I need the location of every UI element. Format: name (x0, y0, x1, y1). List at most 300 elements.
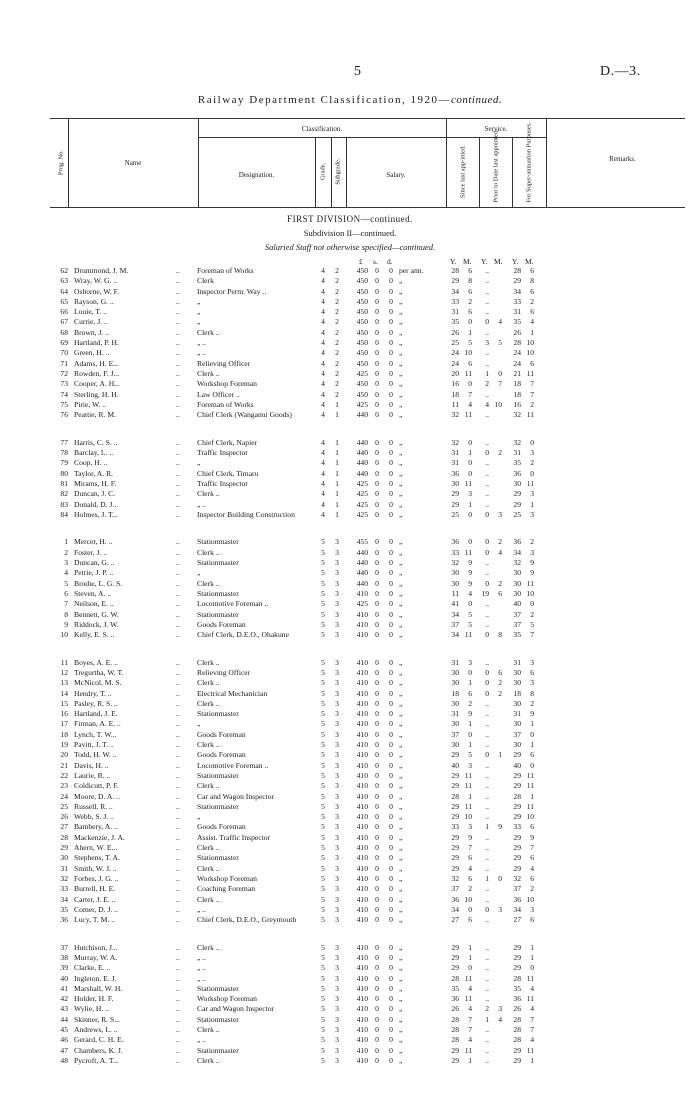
leader-dots: .. (176, 904, 180, 914)
designation-cell: Goods Foreman (197, 619, 246, 629)
grade-cell: 5 (321, 1055, 325, 1065)
table-row (0, 802, 700, 812)
prior-years-cell: .. (485, 307, 489, 317)
subgrade-cell: 3 (335, 698, 339, 708)
prior-years-cell: .. (485, 609, 489, 619)
since-last-years-cell: 29 (451, 770, 459, 780)
designation-cell: Goods Foreman (197, 729, 246, 739)
table-row (0, 1056, 700, 1066)
since-last-years-cell: 36 (451, 468, 459, 478)
grade-cell: 5 (321, 568, 325, 578)
salary-period-cell: „ (399, 983, 403, 993)
leader-dots: .. (176, 963, 180, 973)
prior-years-cell: .. (485, 458, 489, 468)
prior-years-cell: .. (485, 973, 489, 983)
superannuation-years-cell: 29 (513, 963, 521, 973)
subgrade-cell: 2 (335, 296, 339, 306)
prog-no-cell: 62 (60, 266, 68, 275)
salary-period-cell: „ (399, 307, 403, 317)
name-cell: Stephens, T. A. (74, 853, 120, 863)
superannuation-years-cell: 35 (513, 630, 521, 640)
table-row (0, 994, 700, 1004)
superannuation-months-cell: 11 (526, 994, 534, 1004)
salary-shillings-cell: 0 (375, 448, 379, 458)
prior-years-cell: .. (485, 812, 489, 822)
superannuation-months-cell: 9 (530, 558, 534, 568)
prog-no-cell: 76 (60, 410, 68, 420)
salary-pounds-cell: 410 (356, 812, 368, 822)
salary-period-cell: „ (399, 368, 403, 378)
subgrade-cell: 3 (335, 953, 339, 962)
superannuation-months-cell: 3 (530, 904, 534, 914)
prog-no-cell: 3 (64, 558, 68, 568)
subgrade-header: Subgrade. (334, 158, 342, 185)
prior-years-cell: 0 (485, 688, 489, 698)
since-last-months-cell: 0 (468, 458, 472, 468)
prog-no-cell: 40 (60, 973, 68, 983)
salary-period-cell: „ (399, 276, 403, 286)
grade-cell: 4 (321, 448, 325, 458)
since-last-years-cell: 30 (451, 719, 459, 729)
salary-pence-cell: 0 (389, 915, 393, 925)
salary-pounds-cell: 410 (356, 791, 368, 801)
since-last-months-cell: 0 (468, 537, 472, 547)
leader-dots: .. (176, 667, 180, 677)
since-last-months-cell: 3 (468, 822, 472, 832)
leader-dots: .. (176, 812, 180, 822)
name-cell: Ingleton, E. J. (74, 973, 117, 983)
prog-no-cell: 21 (60, 760, 68, 770)
leader-dots: .. (176, 688, 180, 698)
salary-period-cell: „ (399, 698, 403, 708)
superannuation-months-cell: 5 (530, 619, 534, 629)
superannuation-months-cell: 8 (530, 276, 534, 286)
prog-no-cell: 28 (60, 832, 68, 842)
table-row (0, 822, 700, 832)
grade-cell: 5 (321, 942, 325, 952)
superannuation-months-cell: 6 (530, 822, 534, 832)
subgrade-cell: 3 (335, 1045, 339, 1055)
salary-shillings-cell: 0 (375, 709, 379, 719)
division-heading: FIRST DIVISION—continued. (287, 214, 413, 224)
since-last-years-cell: 32 (451, 410, 459, 420)
prog-no-cell: 81 (60, 478, 68, 488)
table-row (0, 579, 700, 589)
leader-dots: .. (176, 1035, 180, 1045)
prog-no-cell: 74 (60, 389, 68, 399)
name-cell: Holmes, J. T... (74, 509, 118, 519)
table-row (0, 668, 700, 678)
salary-pounds-cell: 410 (356, 760, 368, 770)
salary-shillings-cell: 0 (375, 588, 379, 598)
prior-years-cell: .. (485, 489, 489, 499)
designation-cell: Locomotive Foreman .. (197, 599, 269, 609)
salary-pence-cell: 0 (389, 873, 393, 883)
name-cell: Rayson, G. .. (74, 296, 114, 306)
since-last-years-cell: 26 (451, 327, 459, 337)
since-last-months-cell: 9 (468, 709, 472, 719)
since-last-months-cell: 11 (464, 368, 472, 378)
name-cell: Riddock, J. W. (74, 619, 119, 629)
name-header: Name (124, 159, 142, 167)
superannuation-months-cell: 6 (530, 667, 534, 677)
table-row (0, 905, 700, 915)
since-last-years-cell: 29 (451, 863, 459, 873)
salary-pence-cell: 0 (389, 1045, 393, 1055)
designation-cell: Inspector Building Construction (197, 509, 295, 519)
salary-pounds-cell: 425 (356, 499, 368, 509)
since-last-years-cell: 29 (451, 942, 459, 952)
salary-pence-cell: 0 (389, 698, 393, 708)
salary-shillings-cell: 0 (375, 437, 379, 447)
designation-cell: Locomotive Foreman .. (197, 760, 269, 770)
prog-no-cell: 46 (60, 1035, 68, 1045)
salary-pence-cell: 0 (389, 338, 393, 348)
since-last-months-cell: 1 (468, 942, 472, 952)
prior-years-cell: .. (485, 599, 489, 609)
designation-cell: Clerk .. (197, 1025, 220, 1035)
leader-dots: .. (176, 832, 180, 842)
salary-pence-cell: 0 (389, 588, 393, 598)
since-last-months-cell: 8 (468, 276, 472, 286)
salary-pounds-cell: 410 (356, 915, 368, 925)
superannuation-years-cell: 25 (513, 509, 521, 519)
leader-dots: .. (176, 568, 180, 578)
table-row (0, 1015, 700, 1025)
leader-dots: .. (176, 266, 180, 275)
salary-pounds-cell: 440 (356, 558, 368, 568)
prior-months-cell: 0 (498, 368, 502, 378)
designation-cell: Workshop Foreman (197, 873, 257, 883)
salary-pence-cell: 0 (389, 537, 393, 547)
prog-no-cell: 37 (60, 942, 68, 952)
salary-period-cell: „ (399, 568, 403, 578)
remarks-header: Remarks. (609, 155, 636, 163)
prog-no-cell: 8 (64, 609, 68, 619)
salary-period-cell: „ (399, 915, 403, 925)
prog-no-cell: 80 (60, 468, 68, 478)
designation-cell: Car and Wagon Inspector (197, 1004, 275, 1014)
since-last-years-cell: 28 (451, 1025, 459, 1035)
salary-period-cell: „ (399, 410, 403, 420)
superannuation-months-cell: 7 (530, 630, 534, 640)
salary-shillings-cell: 0 (375, 963, 379, 973)
superannuation-years-cell: 27 (513, 915, 521, 925)
salary-shillings-cell: 0 (375, 410, 379, 420)
subgrade-cell: 3 (335, 588, 339, 598)
leader-dots: .. (176, 379, 180, 389)
prog-no-cell: 29 (60, 843, 68, 853)
salary-pounds-cell: 410 (356, 832, 368, 842)
name-cell: Moore, D. A. .. (74, 791, 120, 801)
grade-cell: 4 (321, 368, 325, 378)
since-last-years-cell: 31 (451, 307, 459, 317)
salary-shillings-cell: 0 (375, 379, 379, 389)
salary-shillings-cell: 0 (375, 698, 379, 708)
page-number: 5 (354, 64, 361, 79)
prog-no-cell: 64 (60, 286, 68, 296)
table-row (0, 458, 700, 468)
since-last-years-cell: 31 (451, 458, 459, 468)
since-last-months-cell: 0 (468, 468, 472, 478)
salary-pence-cell: 0 (389, 368, 393, 378)
grade-cell: 4 (321, 389, 325, 399)
prior-years-cell: .. (485, 843, 489, 853)
prior-years-cell: .. (485, 276, 489, 286)
table-row (0, 558, 700, 568)
salary-shillings-cell: 0 (375, 630, 379, 640)
salary-period-cell: „ (399, 468, 403, 478)
salary-period-cell: „ (399, 904, 403, 914)
salary-period-cell: „ (399, 942, 403, 952)
prior-years-cell: 1 (485, 1014, 489, 1024)
leader-dots: .. (176, 609, 180, 619)
subgrade-cell: 3 (335, 973, 339, 983)
since-last-years-cell: 29 (451, 499, 459, 509)
salary-period-cell: „ (399, 781, 403, 791)
superannuation-years-cell: 34 (513, 547, 521, 557)
subgrade-cell: 1 (335, 468, 339, 478)
table-row (0, 390, 700, 400)
since-last-years-cell: 31 (451, 657, 459, 667)
designation-cell: Clerk .. (197, 698, 220, 708)
name-cell: Webb, S. J. .. (74, 812, 114, 822)
name-cell: Drummond, J. M. (74, 266, 129, 275)
grade-cell: 4 (321, 266, 325, 275)
name-cell: Bambery, A. .. (74, 822, 118, 832)
leader-dots: .. (176, 296, 180, 306)
name-cell: Kelly, E. S. .. (74, 630, 115, 640)
designation-cell: „ (197, 296, 201, 306)
leader-dots: .. (176, 884, 180, 894)
since-last-years-cell: 29 (451, 801, 459, 811)
since-last-years-cell: 29 (451, 853, 459, 863)
subgrade-cell: 1 (335, 509, 339, 519)
leader-dots: .. (176, 1004, 180, 1014)
superannuation-years-cell: 29 (513, 832, 521, 842)
since-last-years-cell: 35 (451, 317, 459, 327)
salary-pence-cell: 0 (389, 688, 393, 698)
leader-dots: .. (176, 791, 180, 801)
salary-period-cell: „ (399, 437, 403, 447)
table-row (0, 689, 700, 699)
grade-cell: 5 (321, 630, 325, 640)
salary-pence-cell: 0 (389, 1025, 393, 1035)
since-last-months-cell: 0 (468, 904, 472, 914)
unit-years-3: Y. (512, 257, 519, 266)
table-row (0, 276, 700, 286)
since-last-years-cell: 30 (451, 667, 459, 677)
salary-pence-cell: 0 (389, 307, 393, 317)
leader-dots: .. (176, 368, 180, 378)
salary-shillings-cell: 0 (375, 994, 379, 1004)
table-row (0, 630, 700, 651)
superannuation-years-cell: 21 (513, 368, 521, 378)
leader-dots: .. (176, 729, 180, 739)
since-last-months-cell: 6 (468, 873, 472, 883)
prior-years-cell: .. (485, 286, 489, 296)
superannuation-months-cell: 9 (530, 832, 534, 842)
salary-pounds-cell: 410 (356, 1055, 368, 1065)
designation-cell: Clerk .. (197, 489, 220, 499)
prior-years-cell: 1 (485, 873, 489, 883)
since-last-years-cell: 30 (451, 478, 459, 488)
table-row (0, 984, 700, 994)
prior-to-date-header: Prior to Date last appointed. (492, 129, 500, 203)
table-row (0, 568, 700, 578)
grade-cell: 5 (321, 619, 325, 629)
subgrade-cell: 2 (335, 286, 339, 296)
salary-pounds-cell: 410 (356, 678, 368, 688)
name-cell: McNicol, M. S. (74, 678, 122, 688)
leader-dots: .. (176, 399, 180, 409)
designation-cell: „ .. (197, 338, 207, 348)
grade-cell: 5 (321, 657, 325, 667)
superannuation-years-cell: 37 (513, 609, 521, 619)
superannuation-months-cell: 10 (526, 812, 534, 822)
salary-pence-cell: 0 (389, 894, 393, 904)
grade-cell: 5 (321, 873, 325, 883)
table-row (0, 359, 700, 369)
salary-pence-cell: 0 (389, 609, 393, 619)
prog-no-header: Prog. No. (57, 149, 65, 176)
salary-shillings-cell: 0 (375, 915, 379, 925)
leader-dots: .. (176, 678, 180, 688)
subgrade-cell: 3 (335, 657, 339, 667)
table-row (0, 1035, 700, 1045)
salary-pounds-cell: 410 (356, 873, 368, 883)
subgrade-cell: 2 (335, 368, 339, 378)
salary-pounds-cell: 450 (356, 266, 368, 275)
superannuation-months-cell: 1 (530, 942, 534, 952)
subgrade-cell: 3 (335, 599, 339, 609)
salary-pence-cell: 0 (389, 599, 393, 609)
salary-period-cell: per ann. (399, 266, 424, 275)
salary-pounds-cell: 410 (356, 942, 368, 952)
table-row (0, 843, 700, 853)
prior-years-cell: .. (485, 1045, 489, 1055)
prog-no-cell: 1 (64, 537, 68, 547)
grade-cell: 4 (321, 437, 325, 447)
prog-no-cell: 67 (60, 317, 68, 327)
salary-shillings-cell: 0 (375, 619, 379, 629)
prior-months-cell: 3 (498, 509, 502, 519)
subgrade-cell: 2 (335, 379, 339, 389)
grade-cell: 5 (321, 667, 325, 677)
leader-dots: .. (176, 578, 180, 588)
salary-pence-cell: 0 (389, 578, 393, 588)
prog-no-cell: 47 (60, 1045, 68, 1055)
salary-pence-cell: 0 (389, 448, 393, 458)
superannuation-months-cell: 2 (530, 609, 534, 619)
since-last-years-cell: 20 (451, 368, 459, 378)
salary-pounds-cell: 410 (356, 863, 368, 873)
prior-years-cell: 4 (485, 399, 489, 409)
table-row (0, 974, 700, 984)
designation-cell: Chief Clerk, D.E.O., Greymouth (197, 915, 297, 925)
prog-no-cell: 5 (64, 578, 68, 588)
since-last-appointed-header: Since last app-inted. (459, 145, 467, 198)
salary-shillings-cell: 0 (375, 458, 379, 468)
salary-pence-cell: 0 (389, 750, 393, 760)
designation-cell: „ .. (197, 973, 207, 983)
prior-years-cell: .. (485, 558, 489, 568)
subgrade-cell: 3 (335, 791, 339, 801)
salary-shillings-cell: 0 (375, 599, 379, 609)
leader-dots: .. (176, 276, 180, 286)
salary-pounds-cell: 425 (356, 509, 368, 519)
prior-years-cell: .. (485, 657, 489, 667)
name-cell: Andrews, L. .. (74, 1025, 118, 1035)
salary-period-cell: „ (399, 760, 403, 770)
grade-cell: 5 (321, 781, 325, 791)
prior-years-cell: .. (485, 568, 489, 578)
prog-no-cell: 79 (60, 458, 68, 468)
superannuation-years-cell: 37 (513, 884, 521, 894)
salary-pounds-cell: 410 (356, 1045, 368, 1055)
salary-pounds-cell: 410 (356, 953, 368, 962)
since-last-months-cell: 1 (468, 448, 472, 458)
salary-pounds-cell: 440 (356, 410, 368, 420)
subgrade-cell: 3 (335, 942, 339, 952)
subgrade-cell: 3 (335, 801, 339, 811)
salary-period-cell: „ (399, 678, 403, 688)
salary-pence-cell: 0 (389, 791, 393, 801)
salary-pence-cell: 0 (389, 983, 393, 993)
superannuation-years-cell: 16 (513, 399, 521, 409)
grade-cell: 4 (321, 410, 325, 420)
since-last-months-cell: 1 (468, 678, 472, 688)
leader-dots: .. (176, 994, 180, 1004)
leader-dots: .. (176, 1014, 180, 1024)
salary-period-cell: „ (399, 1014, 403, 1024)
prog-no-cell: 68 (60, 327, 68, 337)
grade-cell: 5 (321, 791, 325, 801)
superannuation-years-cell: 26 (513, 327, 521, 337)
name-cell: Neilson, E. .. (74, 599, 114, 609)
grade-cell: 5 (321, 678, 325, 688)
subgrade-cell: 3 (335, 822, 339, 832)
salary-pence-cell: 0 (389, 667, 393, 677)
group-spacer (0, 651, 700, 658)
salary-period-cell: „ (399, 296, 403, 306)
salary-pounds-cell: 440 (356, 547, 368, 557)
salary-pounds-cell: 410 (356, 994, 368, 1004)
subgrade-cell: 3 (335, 1014, 339, 1024)
prior-months-cell: 2 (498, 688, 502, 698)
salary-period-cell: „ (399, 317, 403, 327)
table-row (0, 678, 700, 688)
name-cell: Ahern, W. E... (74, 843, 118, 853)
salary-shillings-cell: 0 (375, 657, 379, 667)
superannuation-months-cell: 1 (530, 1055, 534, 1065)
salary-pence-cell: 0 (389, 547, 393, 557)
grade-cell: 5 (321, 729, 325, 739)
grade-cell: 5 (321, 1035, 325, 1045)
since-last-years-cell: 36 (451, 537, 459, 547)
superannuation-years-cell: 29 (513, 750, 521, 760)
prior-years-cell: .. (485, 709, 489, 719)
grade-cell: 5 (321, 915, 325, 925)
table-row (0, 369, 700, 379)
designation-cell: Stationmaster (197, 983, 239, 993)
salary-shillings-cell: 0 (375, 812, 379, 822)
designation-cell: „ .. (197, 963, 207, 973)
prior-years-cell: 0 (485, 578, 489, 588)
salary-shillings-cell: 0 (375, 317, 379, 327)
salary-period-cell: „ (399, 619, 403, 629)
name-cell: Carter, J. E. .. (74, 894, 116, 904)
